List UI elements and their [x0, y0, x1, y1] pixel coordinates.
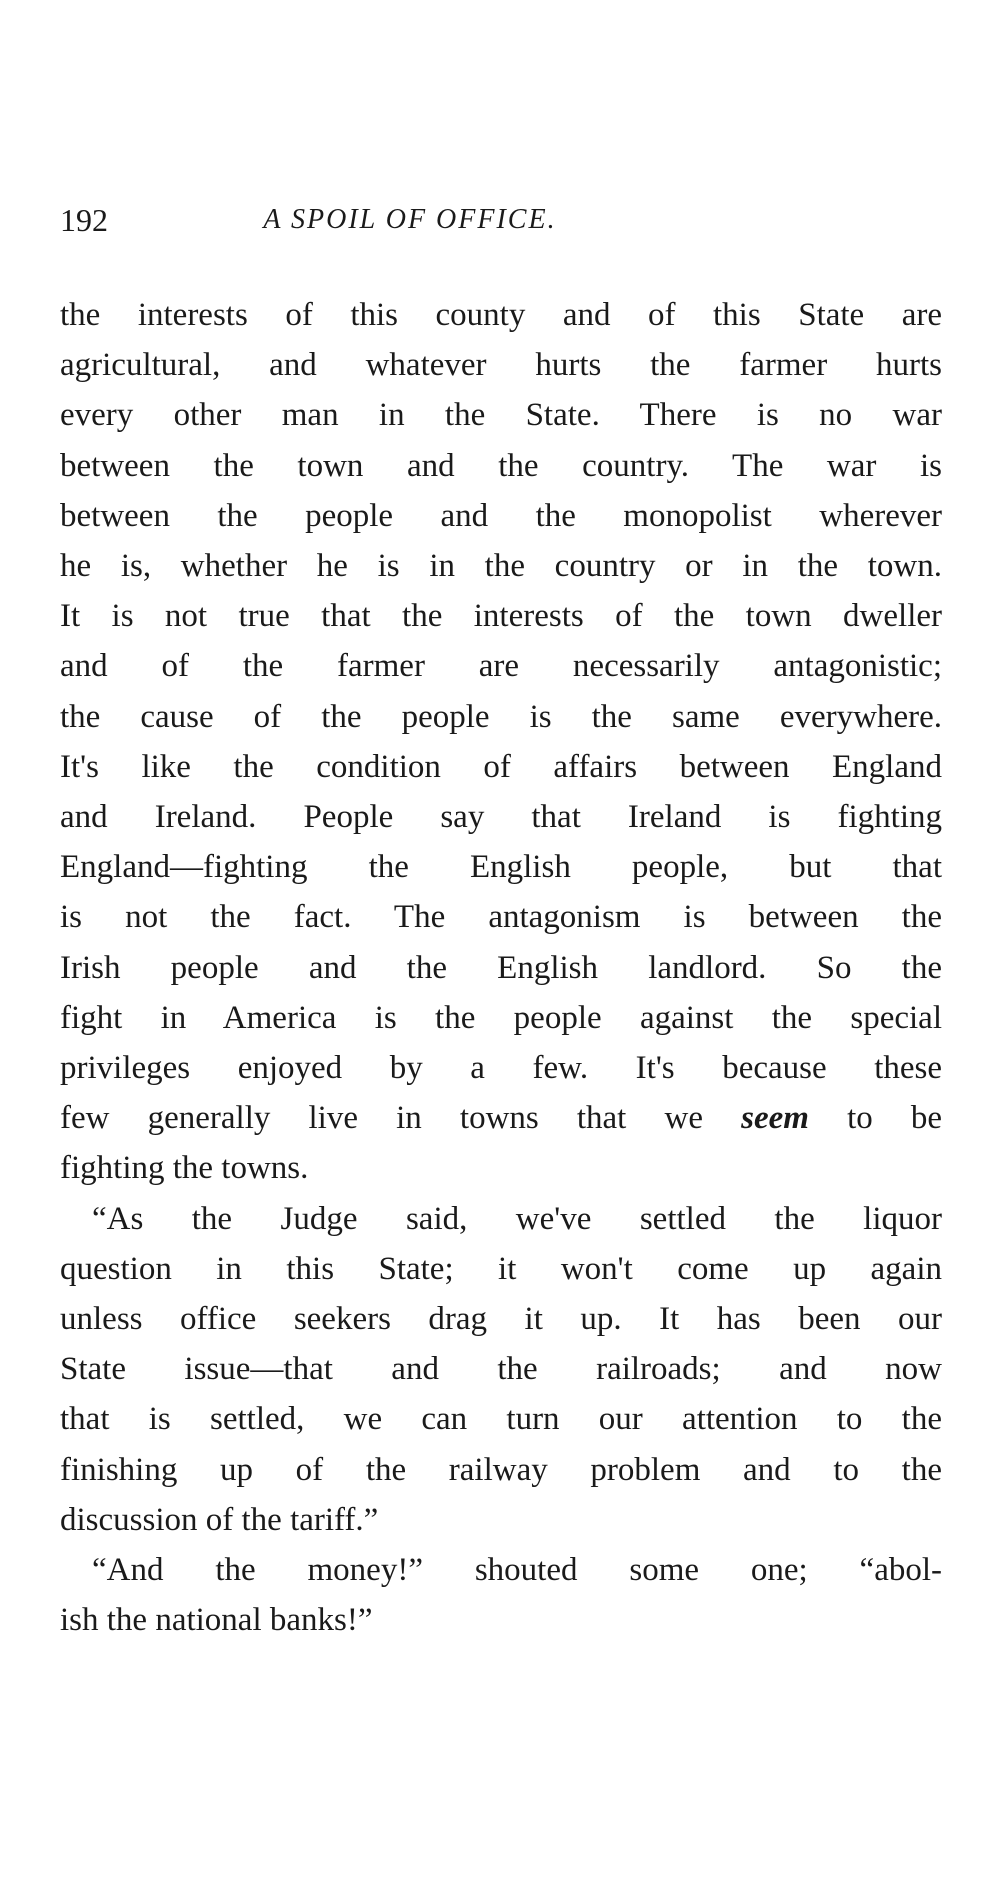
text-line: “As the Judge said, we've settled the liquor [92, 1200, 942, 1237]
text-line: ish the national banks!” [60, 1602, 373, 1639]
text-line: finishing up of the railway problem and to the [60, 1451, 942, 1488]
text-line: between the people and the monopolist wherever [60, 497, 942, 534]
paragraph-1 [60, 290, 942, 1194]
text-line-with-emphasis [60, 1093, 942, 1143]
text-line: England—fighting the English people, but that [60, 849, 942, 886]
text-fragment: to be [847, 1100, 943, 1137]
text-line: agricultural, and whatever hurts the farmer hurts [60, 347, 942, 384]
text-line: It's like the condition of affairs between England [60, 748, 942, 785]
paragraph-2 [60, 1194, 942, 1545]
body-text [60, 290, 942, 1645]
text-line: the cause of the people is the same everywhere. [60, 698, 942, 735]
text-line: privileges enjoyed by a few. It's because these [60, 1050, 942, 1087]
text-line: and Ireland. People say that Ireland is fighting [60, 799, 942, 836]
text-fragment: few generally live in towns that we [60, 1100, 703, 1137]
text-line: is not the fact. The antagonism is between the [60, 899, 942, 936]
text-line: he is, whether he is in the country or in the town. [60, 548, 942, 585]
text-line: fighting the towns. [60, 1150, 309, 1187]
running-head [60, 200, 940, 240]
paragraph-3 [60, 1545, 942, 1645]
text-line: State issue—that and the railroads; and now [60, 1351, 942, 1388]
text-line: Irish people and the English landlord. So the [60, 949, 942, 986]
text-line: every other man in the State. There is no war [60, 397, 942, 434]
text-line: the interests of this county and of this State are [60, 297, 942, 333]
text-line: discussion of the tariff.” [60, 1501, 379, 1538]
page-number: 192 [60, 202, 108, 238]
text-line: “And the money!” shouted some one; “abol- [92, 1552, 942, 1589]
text-line: that is settled, we can turn our attention to the [60, 1401, 942, 1438]
text-line: It is not true that the interests of the town dweller [60, 598, 942, 635]
text-line: between the town and the country. The war is [60, 447, 942, 484]
emphasized-word: seem [741, 1100, 809, 1137]
text-line: and of the farmer are necessarily antagonistic; [60, 648, 942, 685]
running-title: A SPOIL OF OFFICE. [263, 204, 557, 235]
text-line: unless office seekers drag it up. It has been our [60, 1301, 942, 1338]
text-line: fight in America is the people against the special [60, 999, 942, 1036]
text-line: question in this State; it won't come up again [60, 1250, 942, 1287]
